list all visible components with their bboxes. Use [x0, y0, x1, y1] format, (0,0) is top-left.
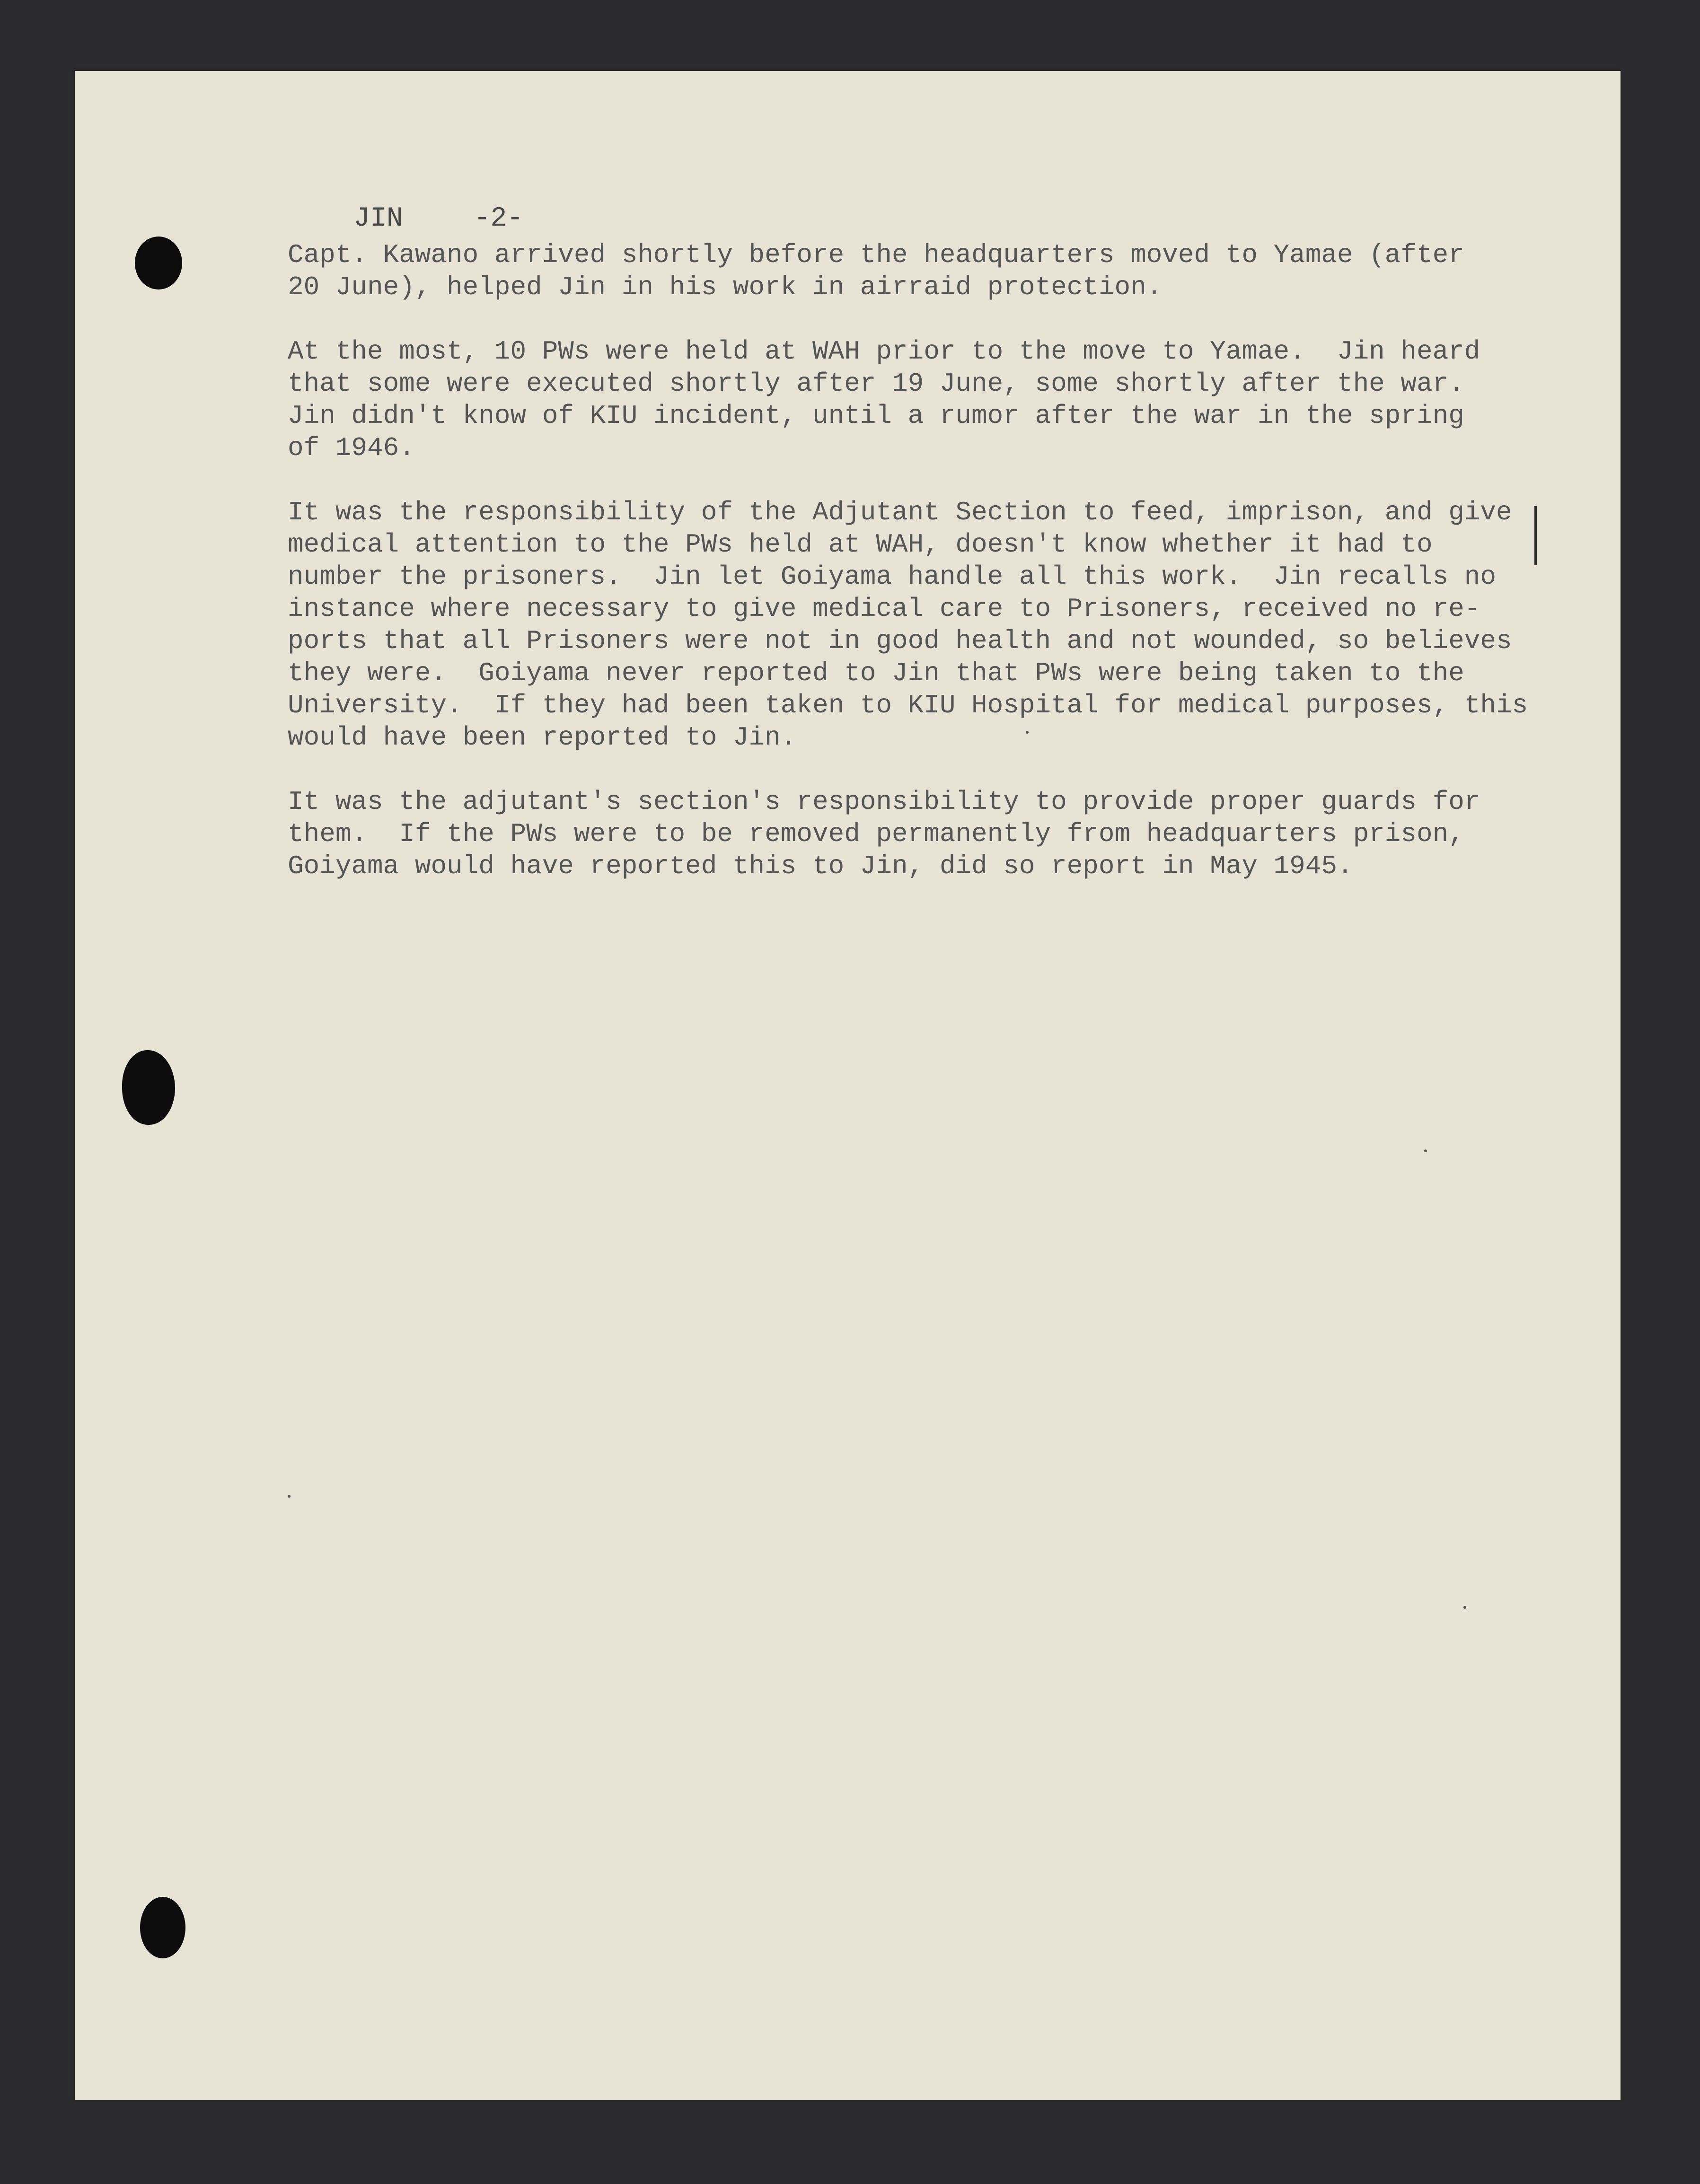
punch-hole-top [135, 237, 182, 289]
punch-hole-bottom [140, 1897, 185, 1958]
document-page [75, 71, 1621, 2100]
paragraph-3 [288, 496, 1612, 754]
text-line: them. If the PWs were to be removed permanently from headquarters prison, [288, 819, 1464, 849]
text-line: It was the responsibility of the Adjutant Section to feed, imprison, and give [288, 497, 1512, 527]
paper-fleck [1463, 1606, 1466, 1609]
text-line: of 1946. [288, 433, 415, 463]
text-line: number the prisoners. Jin let Goiyama handle all this work. Jin recalls no [288, 561, 1497, 592]
paper-fleck [1026, 731, 1029, 734]
document-body [288, 239, 1612, 914]
paragraph-2 [288, 335, 1612, 464]
text-line: 20 June), helped Jin in his work in airraid protection. [288, 272, 1163, 302]
text-line: Capt. Kawano arrived shortly before the headquarters moved to Yamae (after [288, 240, 1464, 270]
text-line: would have been reported to Jin. [288, 722, 797, 753]
text-line: University. If they had been taken to KIU Hospital for medical purposes, this [288, 690, 1528, 720]
text-line: that some were executed shortly after 19 June, some shortly after the war. [288, 368, 1464, 399]
punch-hole-middle [122, 1050, 175, 1125]
text-line: ports that all Prisoners were not in good health and not wounded, so believes [288, 626, 1512, 656]
text-line: At the most, 10 PWs were held at WAH prior to the move to Yamae. Jin heard [288, 336, 1480, 367]
text-line: they were. Goiyama never reported to Jin that PWs were being taken to the [288, 658, 1464, 688]
paper-fleck [1424, 1149, 1427, 1152]
paragraph-1 [288, 239, 1612, 303]
text-line: It was the adjutant's section's responsibility to provide proper guards for [288, 787, 1480, 817]
margin-revision-mark [1534, 506, 1537, 565]
header-name: JIN [353, 203, 403, 234]
text-line: Goiyama would have reported this to Jin, did so report in May 1945. [288, 851, 1353, 881]
text-line: Jin didn't know of KIU incident, until a rumor after the war in the spring [288, 401, 1464, 431]
header-page-number: -2- [474, 203, 524, 234]
text-line: medical attention to the PWs held at WAH, doesn't know whether it had to [288, 529, 1433, 560]
paper-fleck [288, 1495, 291, 1498]
text-line: instance where necessary to give medical care to Prisoners, received no re- [288, 594, 1480, 624]
paragraph-4 [288, 786, 1612, 882]
